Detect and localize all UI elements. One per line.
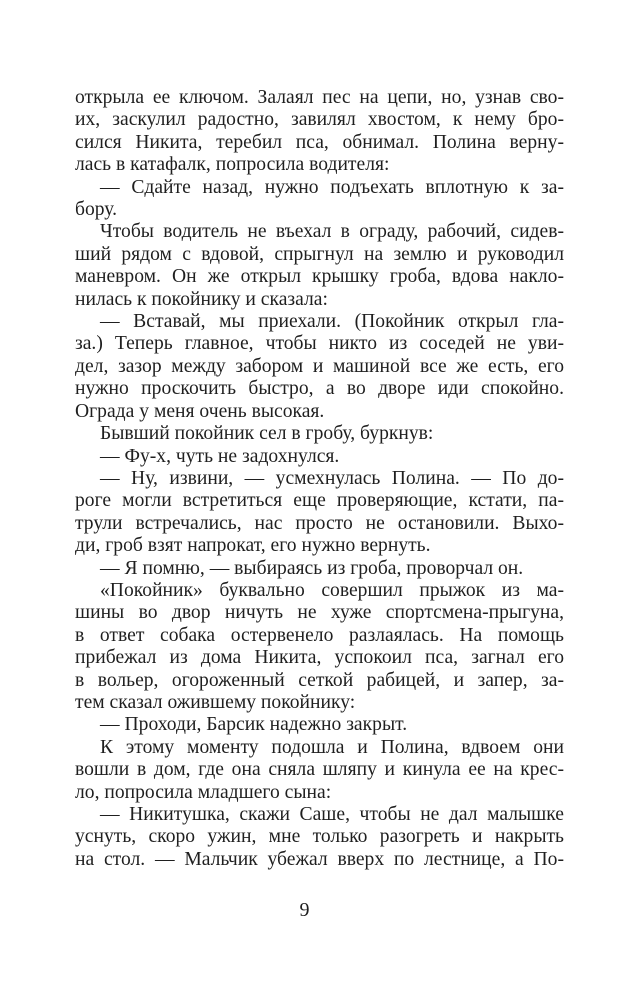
text-line: Ограда у меня очень высокая.	[75, 400, 325, 422]
text-line: дел, зазор между забором и машиной все же есть, его	[75, 355, 564, 377]
text-line: «Покойник» буквально совершил прыжок из ма-	[100, 579, 564, 601]
text-line: лась в катафалк, попросила водителя:	[75, 154, 390, 176]
text-line: сился Никита, теребил пса, обнимал. Полина верну-	[75, 131, 564, 153]
text-line: — Ну, извини, — усмехнулась Полина. — По до-	[100, 467, 564, 489]
text-line: — Никитушка, скажи Саше, чтобы не дал малышке	[100, 804, 564, 825]
text-line: — Сдайте назад, нужно подъехать вплотную к за-	[100, 176, 564, 198]
text-line: нилась к покойнику и сказала:	[75, 288, 328, 310]
text-line: — Фу-х, чуть не задохнулся.	[100, 445, 340, 467]
text-line: К этому моменту подошла и Полина, вдвоем они	[100, 736, 564, 758]
text-line: за.) Теперь главное, чтобы никто из соседей не уви-	[75, 333, 564, 355]
text-line: их, заскулил радостно, завилял хвостом, к нему бро-	[75, 109, 564, 131]
text-line: в ответ собака остервенело разлаялась. На помощь	[75, 624, 564, 646]
text-line: в вольер, огороженный сеткой рабицей, и запер, за-	[75, 669, 564, 691]
text-line: — Вставай, мы приехали. (Покойник открыл гла-	[100, 311, 564, 333]
text-line: ло, попросила младшего сына:	[75, 781, 332, 803]
text-line: шины во двор ничуть не хуже спортсмена-прыгуна,	[75, 602, 564, 624]
text-line: бору.	[75, 199, 118, 221]
text-line: тем сказал ожившему покойнику:	[75, 691, 356, 713]
text-line: нужно проскочить быстро, а во дворе иди спокойно.	[75, 378, 564, 400]
page-number: 9	[299, 899, 310, 921]
text-line: ший рядом с вдовой, спрыгнул на землю и руководил	[75, 243, 564, 265]
text-line: Бывший покойник сел в гробу, буркнув:	[100, 423, 434, 445]
text-line: на стол. — Мальчик убежал вверх по лестнице, а По-	[75, 848, 564, 870]
text-line: уснуть, скоро ужин, мне только разогреть и накрыть	[75, 826, 564, 848]
text-line: трули встречались, нас просто не остановили. Выхо-	[75, 512, 564, 534]
text-line: Чтобы водитель не въехал в ограду, рабочий, сидев-	[100, 221, 564, 243]
text-line: — Я помню, — выбираясь из гроба, проворчал он.	[100, 557, 524, 579]
text-line: маневром. Он же открыл крышку гроба, вдова накло-	[75, 266, 564, 288]
text-line: роге могли встретиться еще проверяющие, кстати, па-	[75, 490, 564, 512]
text-line: вошли в дом, где она сняла шляпу и кинула ее на крес-	[75, 759, 564, 781]
text-line: — Проходи, Барсик надежно закрыт.	[100, 714, 408, 736]
text-line: открыла ее ключом. Залаял пес на цепи, но, узнав сво-	[75, 87, 564, 108]
text-line: прибежал из дома Никита, успокоил пса, загнал его	[75, 647, 564, 669]
page-text	[75, 87, 564, 871]
text-line: ди, гроб взят напрокат, его нужно вернуть.	[75, 535, 431, 557]
